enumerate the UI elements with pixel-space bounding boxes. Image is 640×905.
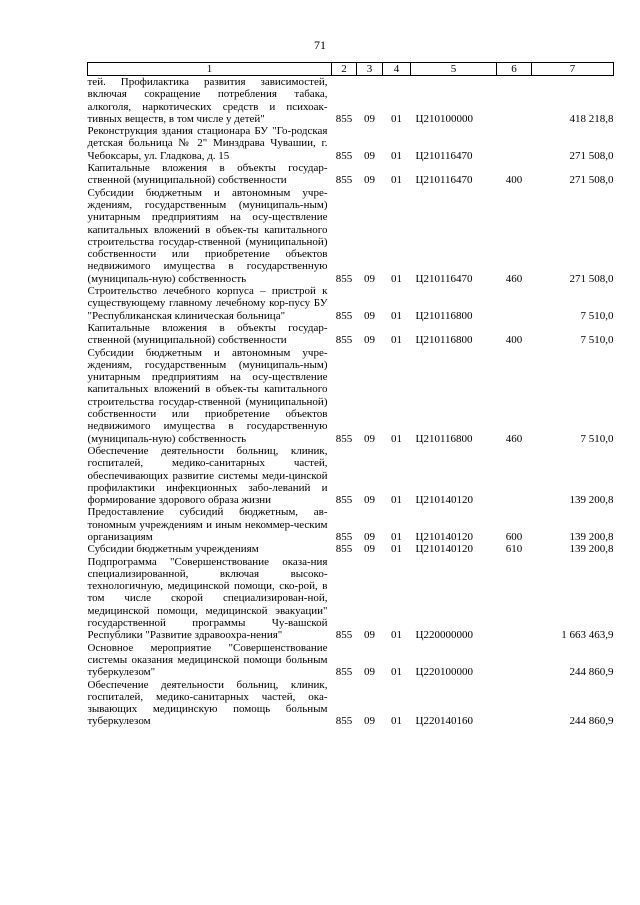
row-sum: 271 508,0 — [569, 149, 614, 162]
row-rz: 09 — [364, 530, 375, 543]
row-gr: 855 — [335, 149, 353, 162]
row-name: Подпрограмма "Совершенствование оказа-ния специализированной, включая высоко-технологичную, медицинской помощи, ско-рой, в том числе скорой специализирован-ной, медицинской помощи, медицинской эвакуации" государственной программы Чу-вашской Республики "Развитие здравоохра-нения" — [87, 555, 328, 642]
row-sum: 271 508,0 — [569, 272, 614, 285]
row-vr: 400 — [505, 334, 523, 347]
row-csr: Ц210116800 — [415, 334, 473, 347]
row-pr: 01 — [391, 530, 402, 543]
row-gr: 855 — [335, 494, 353, 507]
row-name: Обеспечение деятельности больниц, клиник, госпиталей, медико-санитарных частей, обеспечивающих развитие системы меди-цинской профилактики инфекционных забо-леваний и формирование здорового образа жизни — [87, 444, 328, 507]
row-csr: Ц210116800 — [415, 432, 473, 445]
row-vr — [497, 556, 532, 642]
row-sum: 271 508,0 — [569, 174, 614, 187]
row-vr — [497, 642, 532, 679]
row-name: Субсидии бюджетным и автономным учре-ждениям, государственным (муниципаль-ным) унитарным предприятиям на осу-ществление капитальных вложений в объек-ты капитального строительства государ-ственной (муниципальной) собственности или приобретение объектов недвижимого имущества в государственную (муниципаль-ную) собственность — [87, 346, 328, 445]
row-rz: 09 — [364, 174, 375, 187]
table-row — [88, 556, 614, 642]
table-row — [88, 162, 614, 187]
row-pr: 01 — [391, 272, 402, 285]
row-name: Капитальные вложения в объекты государ-ственной (муниципальной) собственности — [87, 321, 328, 347]
row-name: Реконструкция здания стационара БУ "Го-родская детская больница № 2" Минздрава Чувашии, г. Чебоксары, ул. Гладкова, д. 15 — [87, 125, 328, 162]
row-csr: Ц220100000 — [415, 666, 473, 679]
row-vr: 460 — [505, 272, 523, 285]
row-name: Основное мероприятие "Совершенствование системы оказания медицинской помощи больным туберкулезом" — [87, 641, 328, 679]
table-row — [88, 347, 614, 445]
budget-table — [87, 62, 614, 728]
column-header-csr: 5 — [411, 63, 497, 76]
row-csr: Ц210140120 — [415, 530, 473, 543]
row-rz: 09 — [364, 494, 375, 507]
row-rz: 09 — [364, 666, 375, 679]
row-vr: 460 — [505, 432, 523, 445]
row-sum: 139 200,8 — [569, 494, 614, 507]
row-csr: Ц210100000 — [415, 112, 473, 125]
page-number: 71 — [314, 38, 326, 52]
row-vr — [497, 445, 532, 506]
row-name: Капитальные вложения в объекты государ-ственной (муниципальной) собственности — [87, 162, 328, 187]
row-vr — [497, 125, 532, 162]
row-rz: 09 — [364, 112, 375, 125]
row-gr: 855 — [335, 272, 353, 285]
row-gr: 855 — [335, 309, 353, 322]
row-sum: 244 860,9 — [569, 666, 614, 679]
row-vr: 610 — [505, 543, 523, 556]
table-row — [88, 642, 614, 679]
row-name: Предоставление субсидий бюджетным, ав-тономным учреждениям и иным некоммер-ческим организациям — [87, 506, 328, 543]
row-pr: 01 — [391, 334, 402, 347]
row-name: тей. Профилактика развития зависимостей, включая сокращение потребления табака, алкоголя, наркотических средств и психоак-тивных веществ, в том числе у детей" — [87, 76, 328, 125]
row-sum: 244 860,9 — [569, 715, 614, 728]
row-csr: Ц210116470 — [415, 272, 473, 285]
column-header-vr: 6 — [497, 63, 532, 76]
row-vr — [497, 285, 532, 322]
row-gr: 855 — [335, 629, 353, 642]
table-row — [88, 506, 614, 543]
row-pr: 01 — [391, 666, 402, 679]
row-gr: 855 — [335, 432, 353, 445]
row-vr — [497, 679, 532, 728]
table-body — [88, 76, 614, 728]
row-gr: 855 — [335, 174, 353, 187]
row-csr: Ц210116470 — [415, 149, 473, 162]
row-gr: 855 — [335, 543, 353, 556]
row-rz: 09 — [364, 309, 375, 322]
row-pr: 01 — [391, 629, 402, 642]
row-vr — [497, 76, 532, 126]
row-pr: 01 — [391, 543, 402, 556]
row-sum: 139 200,8 — [569, 530, 614, 543]
row-csr: Ц210140120 — [415, 494, 473, 507]
row-rz: 09 — [364, 629, 375, 642]
table-header — [88, 63, 614, 76]
row-name: Строительство лечебного корпуса – пристрой к существующему главному лечебному кор-пусу БУ "Республиканская клиническая больница" — [87, 285, 328, 322]
table-row — [88, 543, 614, 555]
row-rz: 09 — [364, 432, 375, 445]
row-sum: 1 663 463,9 — [561, 629, 614, 642]
table-row — [88, 76, 614, 126]
row-sum: 7 510,0 — [580, 334, 614, 347]
row-csr: Ц210140120 — [415, 543, 473, 556]
row-gr: 855 — [335, 715, 353, 728]
table-row — [88, 285, 614, 322]
row-rz: 09 — [364, 715, 375, 728]
column-header-gr: 2 — [332, 63, 357, 76]
row-vr: 400 — [505, 174, 523, 187]
row-sum: 139 200,8 — [569, 543, 614, 556]
row-pr: 01 — [391, 309, 402, 322]
row-gr: 855 — [335, 530, 353, 543]
row-csr: Ц210116800 — [415, 309, 473, 322]
header-row — [88, 63, 614, 76]
table-row — [88, 187, 614, 285]
row-gr: 855 — [335, 666, 353, 679]
row-sum: 7 510,0 — [580, 432, 614, 445]
row-csr: Ц210116470 — [415, 174, 473, 187]
row-sum: 418 218,8 — [569, 112, 614, 125]
row-pr: 01 — [391, 494, 402, 507]
row-rz: 09 — [364, 334, 375, 347]
row-pr: 01 — [391, 432, 402, 445]
row-name: Субсидии бюджетным и автономным учре-ждениям, государственным (муниципаль-ным) унитарным предприятиям на осу-ществление капитальных вложений в объек-ты капитального строительства государ-ственной (муниципальной) собственности или приобретение объектов недвижимого имущества в государственную (муниципаль-ную) собственность — [87, 186, 328, 285]
table-row — [88, 125, 614, 162]
row-pr: 01 — [391, 112, 402, 125]
table-row — [88, 679, 614, 728]
row-name: Субсидии бюджетным учреждениям — [87, 543, 259, 556]
row-sum: 7 510,0 — [580, 309, 614, 322]
table-row — [88, 445, 614, 506]
column-header-rz: 3 — [357, 63, 383, 76]
row-rz: 09 — [364, 149, 375, 162]
row-vr: 600 — [505, 530, 523, 543]
row-csr: Ц220000000 — [415, 629, 473, 642]
column-header-name: 1 — [88, 63, 332, 76]
row-pr: 01 — [391, 149, 402, 162]
row-pr: 01 — [391, 715, 402, 728]
row-rz: 09 — [364, 272, 375, 285]
row-csr: Ц220140160 — [415, 715, 473, 728]
column-header-sum: 7 — [532, 63, 614, 76]
row-rz: 09 — [364, 543, 375, 556]
row-pr: 01 — [391, 174, 402, 187]
row-gr: 855 — [335, 334, 353, 347]
row-gr: 855 — [335, 112, 353, 125]
table-row — [88, 322, 614, 347]
column-header-pr: 4 — [383, 63, 411, 76]
row-name: Обеспечение деятельности больниц, клиник, госпиталей, медико-санитарных частей, ока-зывающих медицинскую помощь больным туберкулезом — [87, 678, 328, 728]
